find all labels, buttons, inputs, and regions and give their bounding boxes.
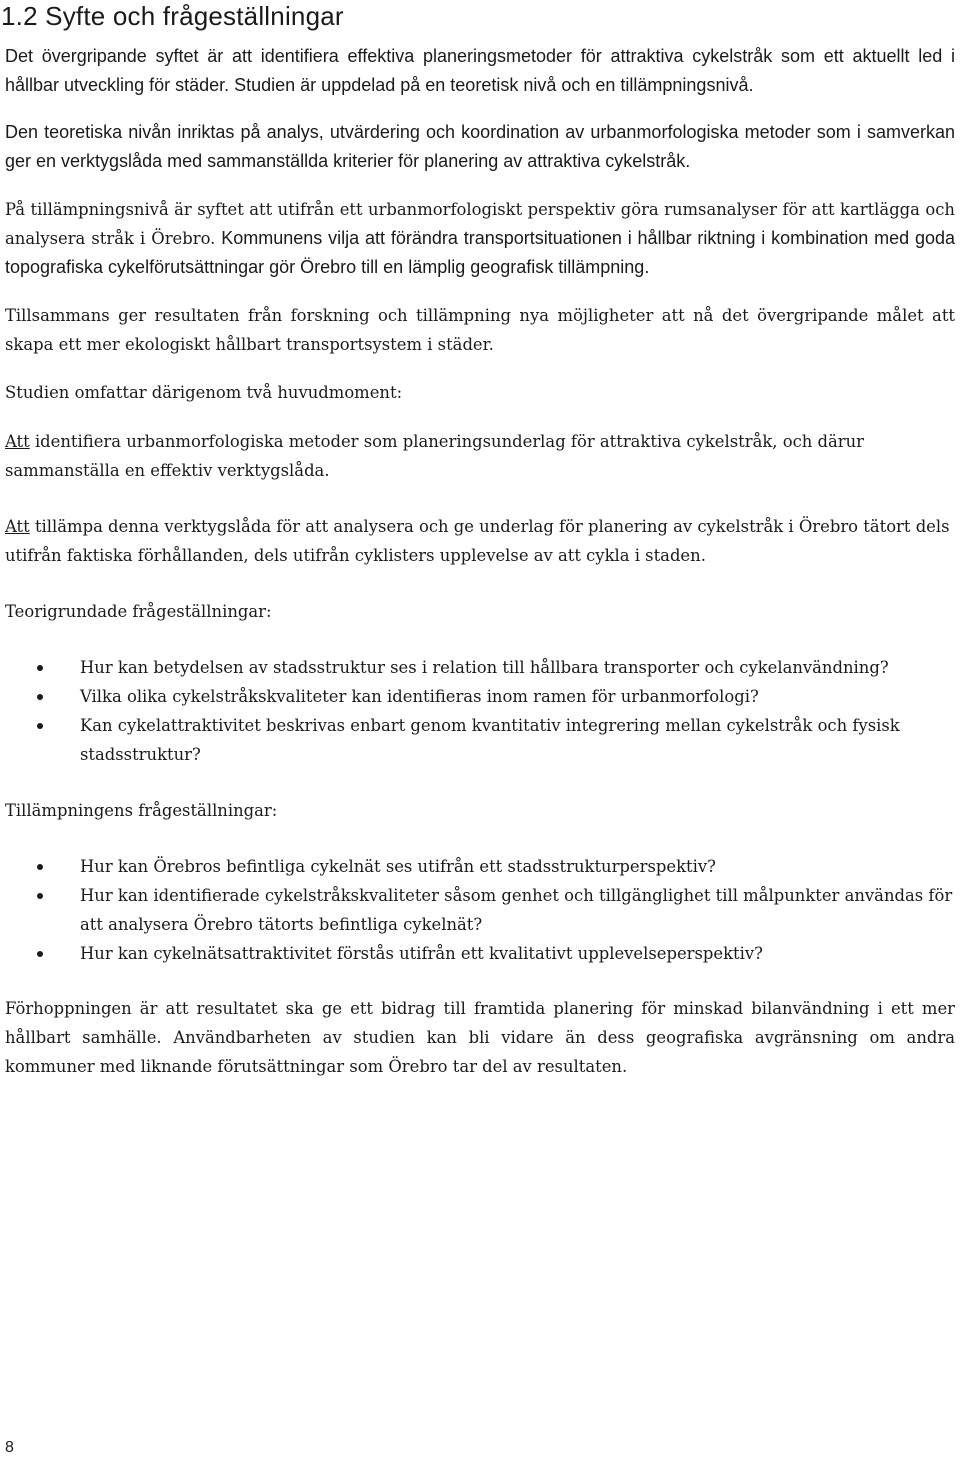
heading-theory-questions: Teorigrundade frågeställningar: bbox=[5, 602, 272, 621]
page-number: 8 bbox=[5, 1439, 14, 1456]
list-item-text: Hur kan betydelsen av stadsstruktur ses i relation till hållbara transporter och cykelanvändning? bbox=[80, 658, 889, 677]
list-item bbox=[5, 939, 955, 968]
list-item-text: Vilka olika cykelstråkskvaliteter kan identifieras inom ramen för urbanmorfologi? bbox=[80, 687, 759, 706]
paragraph-overall-purpose: Det övergripande syftet är att identifiera effektiva planeringsmetoder för attraktiva cykelstråk som ett aktuellt led i hållbar utveckling för städer. Studien är uppdelad på en teoretisk nivå och en tillämpningsnivå. bbox=[5, 46, 955, 95]
list-item bbox=[5, 852, 955, 881]
bullet-icon bbox=[37, 665, 43, 671]
heading-application-questions: Tillämpningens frågeställningar: bbox=[5, 801, 278, 820]
main-part-1-text: identifiera urbanmorfologiska metoder som planeringsunderlag för attraktiva cykelstråk, och därur sammanställa en effektiv verktygslåda. bbox=[5, 432, 865, 480]
bullet-icon bbox=[37, 723, 43, 729]
paragraph-application-level bbox=[5, 195, 955, 282]
paragraph-main-part-2 bbox=[5, 512, 955, 570]
list-item-text: Kan cykelattraktivitet beskrivas enbart genom kvantitativ integrering mellan cykelstråk och fysisk stadsstruktur? bbox=[80, 716, 900, 764]
list-item bbox=[5, 711, 955, 769]
bullet-icon bbox=[37, 893, 43, 899]
bullet-icon bbox=[37, 694, 43, 700]
underlined-att: Att bbox=[5, 517, 30, 536]
section-heading: 1.2 Syfte och frågeställningar bbox=[1, 1, 344, 31]
main-part-2-text: tillämpa denna verktygslåda för att analysera och ge underlag för planering av cykelstråk i Örebro tätort dels utifrån faktiska förhållanden, dels utifrån cyklisters upplevelse av att cykla i staden. bbox=[5, 517, 950, 565]
list-item bbox=[5, 881, 955, 939]
list-item-text: Hur kan Örebros befintliga cykelnät ses utifrån ett stadsstrukturperspektiv? bbox=[80, 857, 716, 876]
paragraph-application-level-sans: Kommunens vilja att förändra transportsituationen i hållbar riktning i kombination med goda topografiska cykelförutsättningar gör Örebro till en lämplig geografisk tillämpning. bbox=[5, 228, 955, 277]
paragraph-hope: Förhoppningen är att resultatet ska ge ett bidrag till framtida planering för minskad bilanvändning i ett mer hållbart samhälle. Användbarheten av studien kan bli vidare än dess geografiska avgränsning om andra kommuner med liknande förutsättningar som Örebro tar del av resultaten. bbox=[5, 999, 955, 1076]
paragraph-main-part-1 bbox=[5, 427, 955, 485]
bullet-icon bbox=[37, 864, 43, 870]
paragraph-main-parts-intro: Studien omfattar därigenom två huvudmoment: bbox=[5, 383, 403, 402]
list-item-text: Hur kan cykelnätsattraktivitet förstås utifrån ett kvalitativt upplevelseperspektiv? bbox=[80, 944, 763, 963]
theory-questions-list bbox=[5, 653, 955, 769]
paragraph-together: Tillsammans ger resultaten från forskning och tillämpning nya möjligheter att nå det övergripande målet att skapa ett mer ekologiskt hållbart transportsystem i städer. bbox=[5, 306, 955, 354]
paragraph-theoretical-level: Den teoretiska nivån inriktas på analys, utvärdering och koordination av urbanmorfologiska metoder som i samverkan ger en verktygslåda med sammanställda kriterier för planering av attraktiva cykelstråk. bbox=[5, 122, 955, 171]
list-item bbox=[5, 653, 955, 682]
document-page bbox=[1, 0, 955, 1081]
list-item-text: Hur kan identifierade cykelstråkskvaliteter såsom genhet och tillgänglighet till målpunkter användas för att analysera Örebro tätorts befintliga cykelnät? bbox=[80, 886, 953, 934]
paragraph-application-level-serif: På tillämpningsnivå är syftet att utifrån ett urbanmorfologiskt perspektiv göra rumsanalyser för att kartlägga och analysera stråk i Örebro. bbox=[5, 200, 955, 248]
list-item bbox=[5, 682, 955, 711]
underlined-att: Att bbox=[5, 432, 30, 451]
bullet-icon bbox=[37, 951, 43, 957]
application-questions-list bbox=[5, 852, 955, 968]
